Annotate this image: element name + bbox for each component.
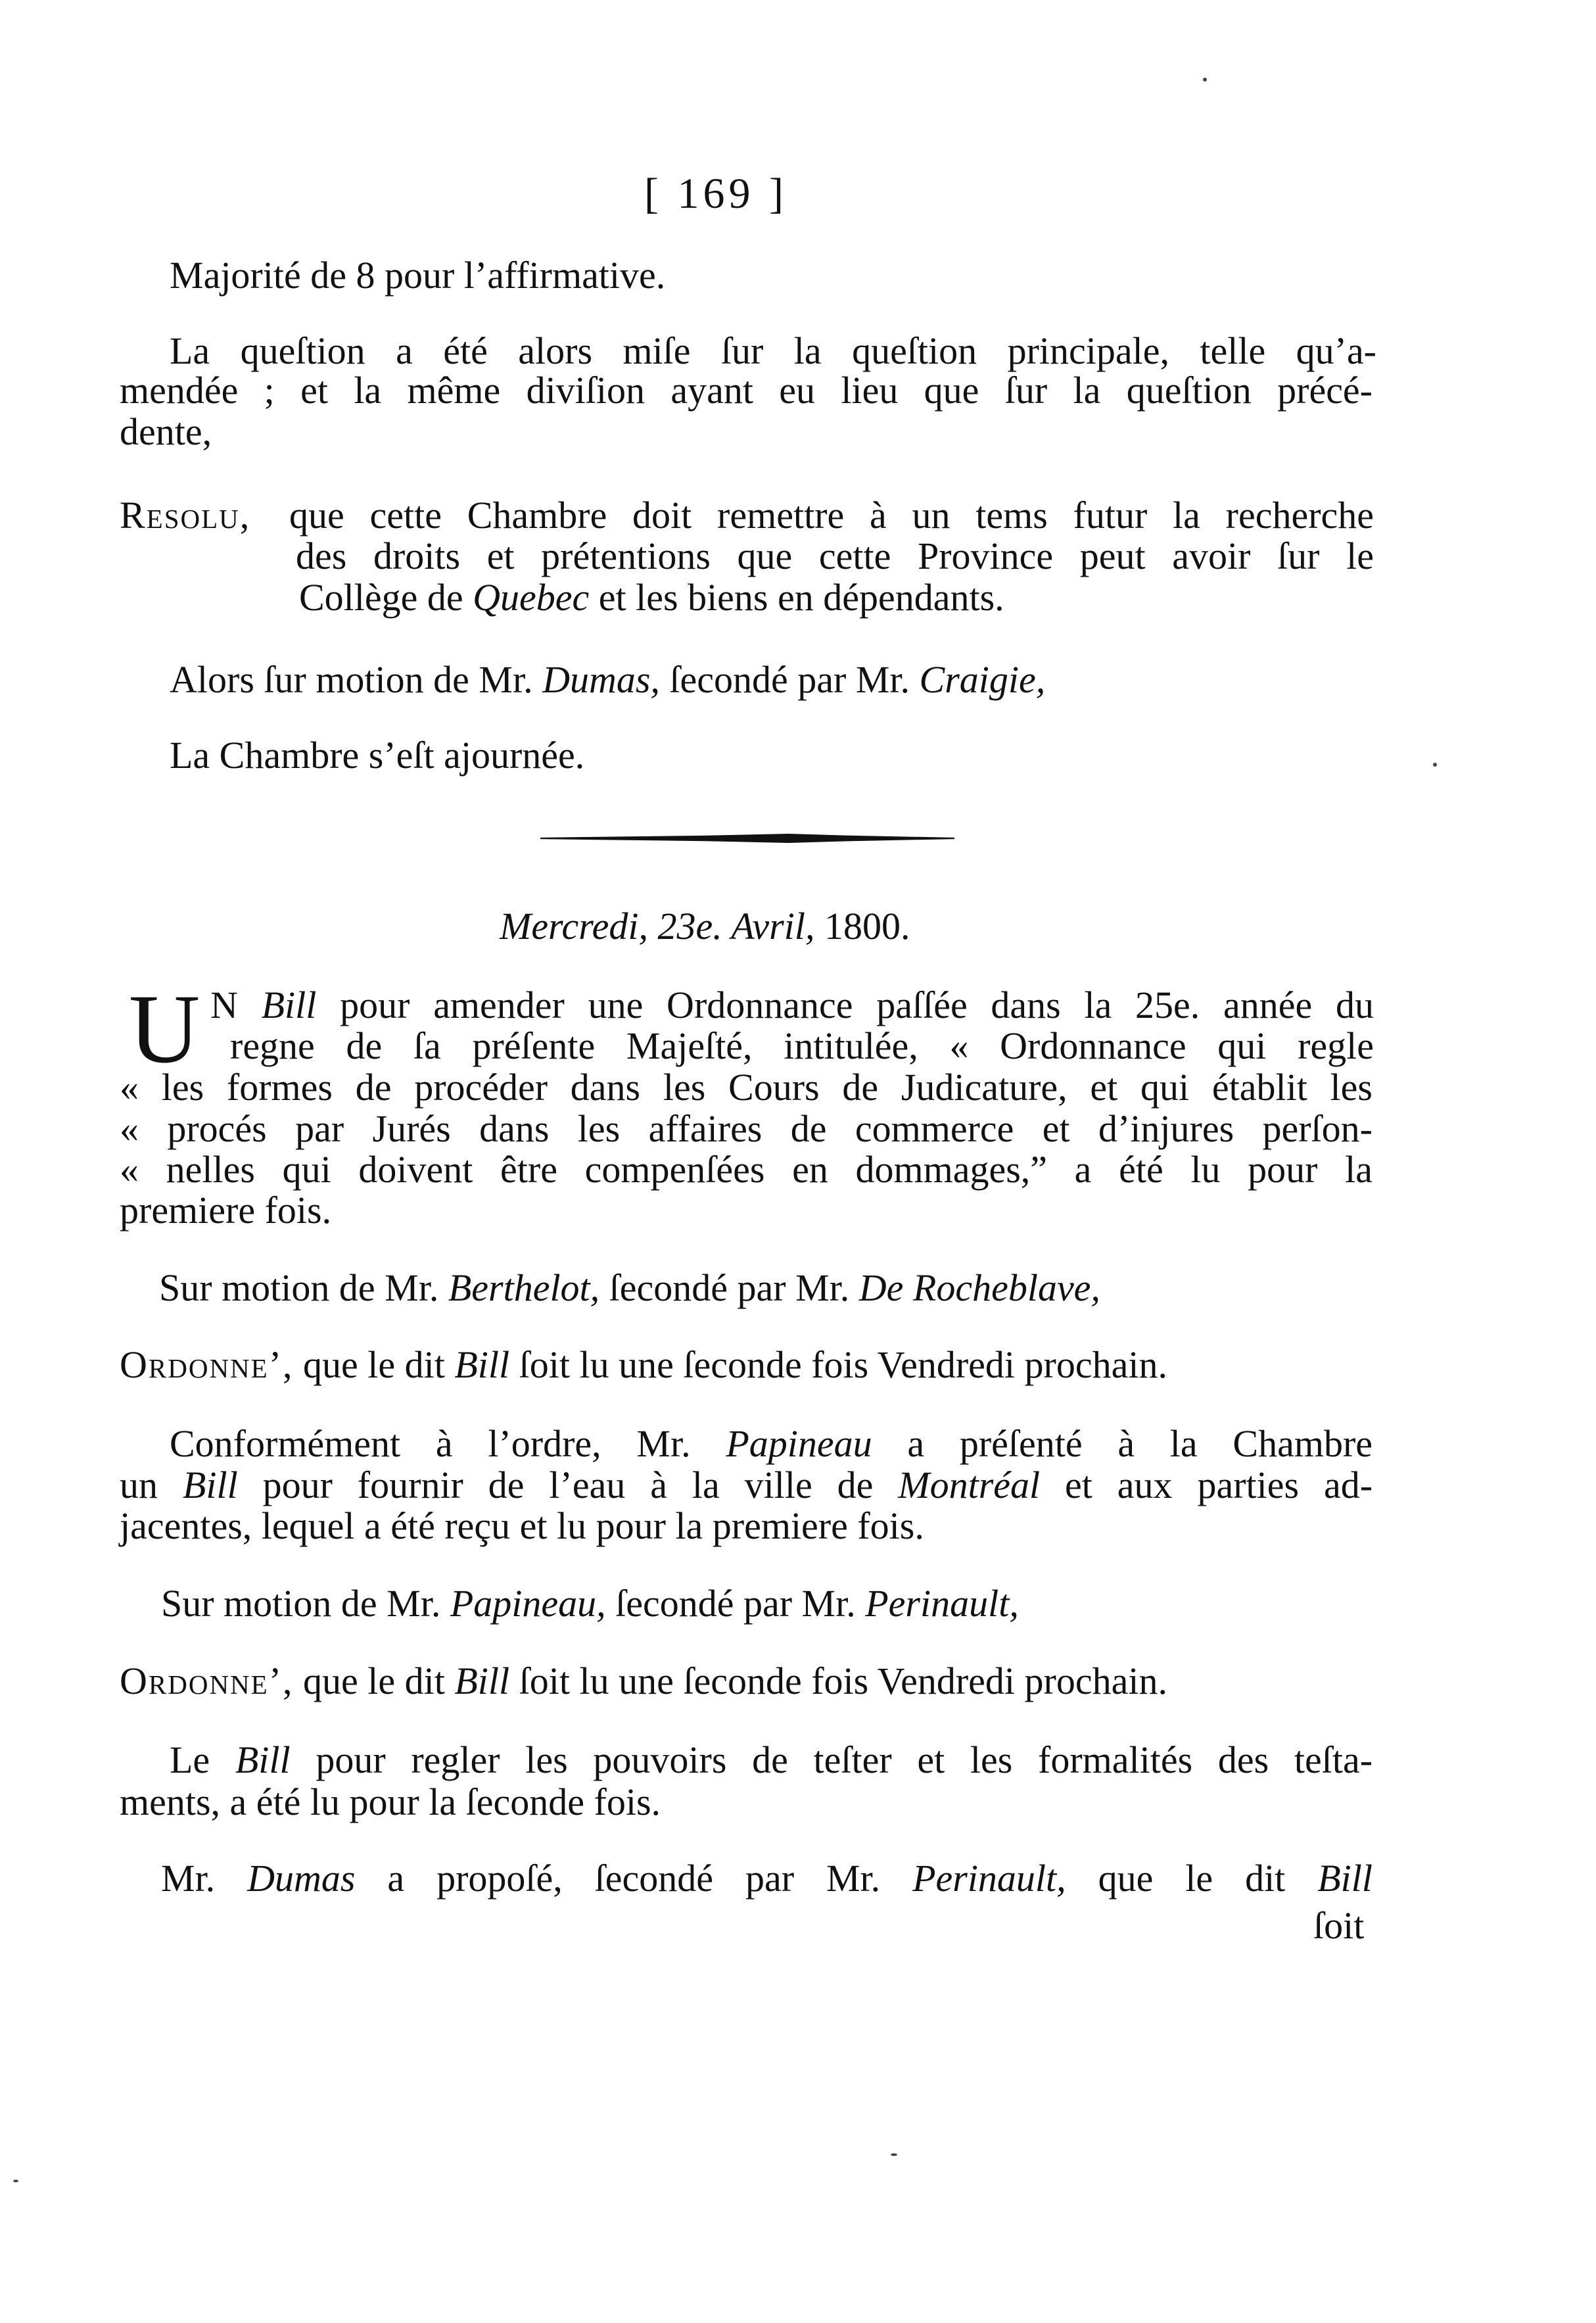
bill-word: Bill: [454, 1660, 510, 1702]
place-name: Montréal: [898, 1464, 1041, 1506]
section-divider: [540, 834, 954, 843]
text-line: que cette Chambre doit remettre à un tems futur la recherche: [289, 494, 1374, 537]
text-line: [120, 1662, 1167, 1700]
text-line: La Chambre s’eſt ajournée.: [170, 734, 585, 777]
date-text: Mercredi, 23e. Avril,: [500, 905, 815, 947]
text-fragment: ſoit lu une ſeconde fois Vendredi prochain.: [519, 1343, 1167, 1386]
text-line: [159, 1266, 1100, 1309]
text-fragment: Sur motion de Mr.: [159, 1266, 439, 1309]
text-fragment: ſoit lu une ſeconde fois Vendredi prochain.: [519, 1660, 1167, 1702]
text-fragment: que le dit: [303, 1343, 445, 1386]
text-line: [170, 658, 1046, 701]
text-fragment: Alors ſur motion de Mr.: [170, 658, 533, 701]
text-line: des droits et prétentions que cette Province peut avoir ſur le: [296, 535, 1374, 577]
text-fragment: un: [120, 1464, 158, 1506]
text-fragment: que le dit: [1098, 1857, 1286, 1900]
text-fragment: Sur motion de Mr.: [161, 1582, 441, 1625]
text-line: « nelles qui doivent être compenſées en dommages,” a été lu pour la: [120, 1148, 1373, 1191]
ordonne-label: Ordonne’,: [120, 1343, 294, 1386]
text-fragment: Conformément à l’ordre, Mr.: [170, 1422, 691, 1465]
text-fragment: a préſenté à la Chambre: [907, 1422, 1373, 1465]
person-name: Perinault,: [865, 1582, 1019, 1625]
place-name: Quebec: [473, 576, 590, 619]
text-fragment: Mr.: [161, 1857, 216, 1900]
text-line: La queſtion a été alors miſe ſur la queſtion principale, telle qu’a-: [170, 329, 1376, 372]
person-name: Craigie,: [919, 658, 1046, 701]
text-line: dente,: [120, 410, 212, 453]
text-fragment: pour amender une Ordonnance paſſée dans la 25e. année du: [340, 984, 1374, 1026]
bill-word: Bill: [454, 1343, 510, 1386]
text-fragment: Collège de: [299, 576, 463, 619]
text-line: [170, 1738, 1373, 1781]
text-line: [299, 576, 1004, 619]
person-name: Berthelot,: [448, 1266, 600, 1309]
date-year: 1800.: [824, 905, 910, 947]
text-line: « les formes de procéder dans les Cours de Judicature, et qui établit les: [120, 1066, 1373, 1109]
person-name: Dumas,: [542, 658, 660, 701]
text-line: [170, 1422, 1373, 1465]
text-line: premiere fois.: [120, 1189, 332, 1232]
text-fragment: pour regler les pouvoirs de teſter et les formalités des teſta-: [316, 1738, 1373, 1781]
person-name: Papineau,: [450, 1582, 606, 1625]
text-line: [120, 1343, 1167, 1386]
text-line: [161, 1582, 1019, 1625]
text-fragment: a propoſé, ſecondé par Mr.: [387, 1857, 881, 1900]
text-fragment: N: [210, 984, 238, 1026]
text-line: jacentes, lequel a été reçu et lu pour la premiere fois.: [120, 1504, 924, 1547]
catchword-text: ſoit: [1313, 1904, 1365, 1947]
scan-speck: [1203, 78, 1207, 82]
scan-speck: [1433, 763, 1437, 767]
text-line: [120, 1466, 1373, 1504]
person-name: Papineau: [726, 1422, 872, 1465]
text-fragment: et les biens en dépendants.: [598, 576, 1004, 619]
text-fragment: ſecondé par Mr.: [669, 658, 910, 701]
text-line: [210, 986, 1374, 1024]
text-line: ments, a été lu pour la ſeconde fois.: [120, 1781, 661, 1823]
text-fragment: ſecondé par Mr.: [615, 1582, 856, 1625]
date-heading: [500, 907, 910, 946]
text-fragment: que le dit: [303, 1660, 445, 1702]
text-line: Majorité de 8 pour l’affirmative.: [170, 254, 666, 297]
text-line: mendée ; et la même diviſion ayant eu lieu que ſur la queſtion précé-: [120, 369, 1373, 412]
scan-speck: [891, 2153, 897, 2156]
text-fragment: ſecondé par Mr.: [609, 1266, 850, 1309]
bill-word: Bill: [182, 1464, 238, 1506]
resolution-block: [120, 496, 250, 535]
drop-cap: U: [129, 974, 200, 1084]
text-line: « procés par Jurés dans les affaires de commerce et d’injures perſon-: [120, 1107, 1373, 1150]
bill-word: Bill: [261, 984, 317, 1026]
scan-speck: [13, 2180, 18, 2182]
text-line: [161, 1859, 1373, 1898]
text-fragment: et aux parties ad-: [1065, 1464, 1373, 1506]
bill-word: Bill: [1317, 1857, 1373, 1900]
person-name: Perinault,: [912, 1857, 1066, 1900]
text-fragment: pour fournir de l’eau à la ville de: [262, 1464, 874, 1506]
page-number: [ 169 ]: [644, 170, 787, 218]
ordonne-label: Ordonne’,: [120, 1660, 294, 1702]
person-name: Dumas: [247, 1857, 356, 1900]
bill-word: Bill: [235, 1738, 291, 1781]
person-name: De Rocheblave,: [858, 1266, 1100, 1309]
text-line: regne de ſa préſente Majeſté, intitulée, « Ordonnance qui regle: [230, 1024, 1374, 1067]
resolu-label: Resolu,: [120, 494, 251, 537]
text-fragment: Le: [170, 1738, 210, 1781]
